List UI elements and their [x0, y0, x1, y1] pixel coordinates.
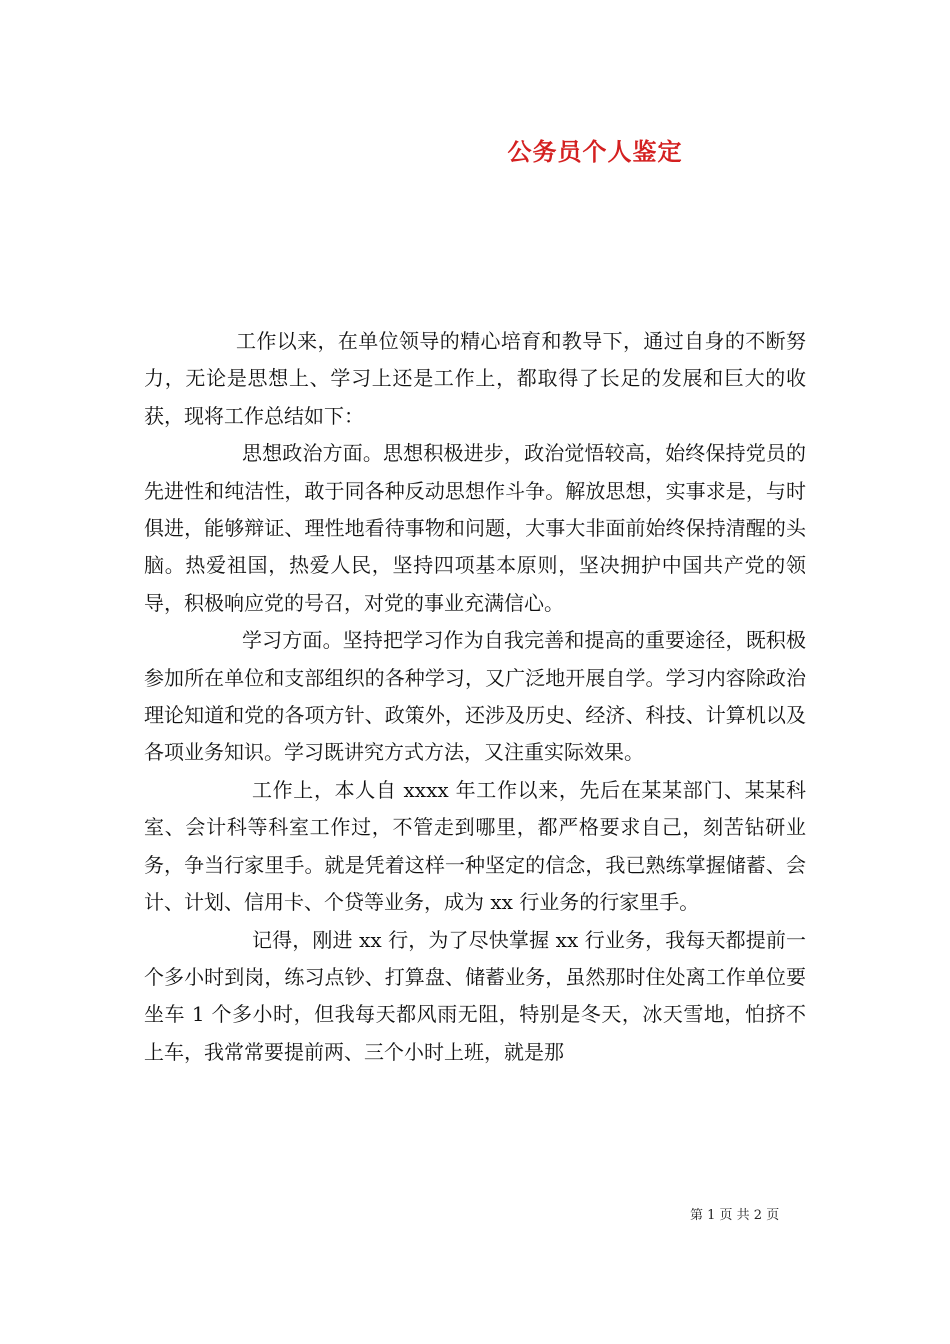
paragraph-memory: 记得，刚进 xx 行，为了尽快掌握 xx 行业务，我每天都提前一个多小时到岗，练习点钞、打算盘、储蓄业务，虽然那时住处离工作单位要坐车 1 个多小时，但我每天都风雨无阻，特别是冬天，冰天雪地，怕挤不上车，我常常要提前两、三个小时上班，就是那 [144, 927, 806, 1064]
paragraph-intro: 工作以来，在单位领导的精心培育和教导下，通过自身的不断努力，无论是思想上、学习上还是工作上，都取得了长足的发展和巨大的收获，现将工作总结如下： [144, 329, 806, 428]
paragraph-work: 工作上，本人自 xxxx 年工作以来，先后在某某部门、某某科室、会计科等科室工作过，不管走到哪里，都严格要求自己，刻苦钻研业务，争当行家里手。就是凭着这样一种坚定的信念，我已熟练掌握储蓄、会计、计划、信用卡、个贷等业务，成为 xx 行业务的行家里手。 [144, 777, 806, 915]
page-number: 第 1 页 共 2 页 [690, 1208, 780, 1223]
document-body [144, 323, 806, 1071]
paragraph-study: 学习方面。坚持把学习作为自我完善和提高的重要途径，既积极参加所在单位和支部组织的各种学习，又广泛地开展自学。学习内容除政治理论知道和党的各项方针、政策外，还涉及历史、经济、科技、计算机以及各项业务知识。学习既讲究方式方法，又注重实际效果。 [144, 628, 806, 765]
document-title: 公务员个人鉴定 [507, 137, 683, 166]
paragraph-political: 思想政治方面。思想积极进步，政治觉悟较高，始终保持党员的先进性和纯洁性，敢于同各种反动思想作斗争。解放思想，实事求是，与时俱进，能够辩证、理性地看待事物和问题，大事大非面前始终保持清醒的头脑。热爱祖国，热爱人民，坚持四项基本原则，坚决拥护中国共产党的领导，积极响应党的号召，对党的事业充满信心。 [144, 441, 806, 615]
